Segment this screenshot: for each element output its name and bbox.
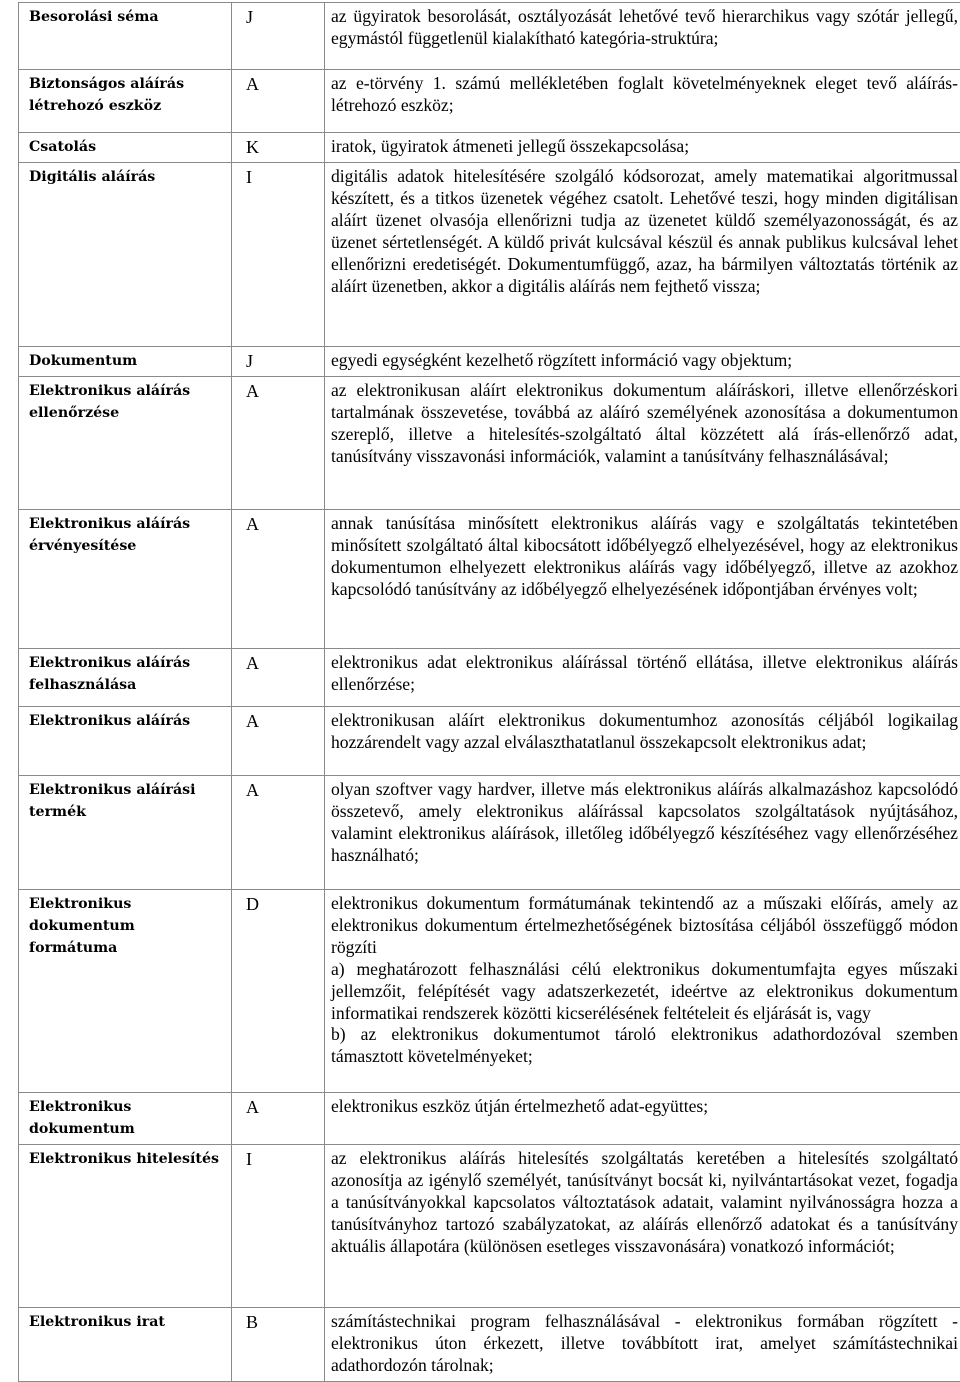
entry-definition: számítástechnikai program felhasználásával - elektronikus formában rögzített - elektronikus úton érkezett, illetve továbbított irat, amelyet számítástechnikai adathordozón tárolnak; bbox=[325, 1308, 960, 1382]
entry-term: Digitális aláírás bbox=[19, 163, 232, 347]
entry-code: A bbox=[232, 70, 325, 133]
entry-code: A bbox=[232, 776, 325, 890]
entry-term: Elektronikus dokumentum formátuma bbox=[19, 890, 232, 1093]
entry-term: Besorolási séma bbox=[19, 3, 232, 70]
entry-code: J bbox=[232, 3, 325, 70]
entry-term: Elektronikus aláírási termék bbox=[19, 776, 232, 890]
entry-term: Elektronikus aláírás ellenőrzése bbox=[19, 377, 232, 510]
entry-term: Elektronikus aláírás érvényesítése bbox=[19, 510, 232, 649]
entry-definition: az e-törvény 1. számú mellékletében foglalt követelményeknek eleget tevő aláírás-létrehozó eszköz; bbox=[325, 70, 960, 133]
entry-row bbox=[19, 1093, 960, 1145]
entry-term: Elektronikus dokumentum bbox=[19, 1093, 232, 1145]
glossary-table bbox=[18, 2, 960, 1382]
glossary-body bbox=[19, 3, 960, 1382]
entry-code: A bbox=[232, 649, 325, 707]
entry-definition: iratok, ügyiratok átmeneti jellegű összekapcsolása; bbox=[325, 133, 960, 163]
entry-row bbox=[19, 776, 960, 890]
entry-term: Elektronikus aláírás felhasználása bbox=[19, 649, 232, 707]
entry-code: B bbox=[232, 1308, 325, 1382]
entry-code: A bbox=[232, 707, 325, 776]
entry-code: A bbox=[232, 1093, 325, 1145]
entry-term: Biztonságos aláírás létrehozó eszköz bbox=[19, 70, 232, 133]
entry-term: Elektronikus aláírás bbox=[19, 707, 232, 776]
entry-row bbox=[19, 1145, 960, 1308]
entry-code: D bbox=[232, 890, 325, 1093]
entry-definition: elektronikus eszköz útján értelmezhető adat-együttes; bbox=[325, 1093, 960, 1145]
entry-row bbox=[19, 649, 960, 707]
entry-definition: elektronikusan aláírt elektronikus dokumentumhoz azonosítás céljából logikailag hozzárendelt vagy azzal elválaszthatatlanul összekapcsolt elektronikus adat; bbox=[325, 707, 960, 776]
entry-definition: elektronikus adat elektronikus aláírással történő ellátása, illetve elektronikus aláírás ellenőrzése; bbox=[325, 649, 960, 707]
entry-definition: annak tanúsítása minősített elektronikus aláírás vagy e szolgáltatás tekintetében minősített szolgáltató által kibocsátott időbélyegző elhelyezésével, hogy az elektronikus dokumentumon elhelyezett elektronikus aláírás vagy időbélyegző, illetve az azokhoz kapcsolódó tanúsítvány az időbélyegző elhelyezésének időpontjában érvényes volt; bbox=[325, 510, 960, 649]
entry-row bbox=[19, 163, 960, 347]
entry-definition: az elektronikus aláírás hitelesítés szolgáltatás keretében a hitelesítés szolgáltató azonosítja az igénylő személyét, tanúsítványt bocsát ki, nyilvántartásokat vezet, fogadja a tanúsítványokkal kapcsolatos változtatások adatait, valamint nyilvánosságra hozza a tanúsítványhoz tartozó szabályzatokat, az aláírás ellenőrző adatokat és a tanúsítvány aktuális állapotára (különösen esetleges visszavonására) vonatkozó információt; bbox=[325, 1145, 960, 1308]
entry-term: Dokumentum bbox=[19, 347, 232, 377]
entry-row bbox=[19, 3, 960, 70]
entry-code: A bbox=[232, 510, 325, 649]
entry-code: I bbox=[232, 163, 325, 347]
entry-term: Elektronikus irat bbox=[19, 1308, 232, 1382]
entry-row bbox=[19, 1308, 960, 1382]
entry-definition: egyedi egységként kezelhető rögzített információ vagy objektum; bbox=[325, 347, 960, 377]
entry-definition: digitális adatok hitelesítésére szolgáló kódsorozat, amely matematikai algoritmussal készített, és a titkos üzenetek végéhez csatolt. Lehetővé teszi, hogy minden digitálisan aláírt üzenet olvasója ellenőrizni tudja az üzenetet küldő személyazonosságát, és az üzenet sértetlenségét. A küldő privát kulcsával készül és annak publikus kulcsával lehet ellenőrizni eredetiségét. Dokumentumfüggő, azaz, ha bármilyen változtatás történik az aláírt üzenetben, akkor a digitális aláírás nem fejthető vissza; bbox=[325, 163, 960, 347]
entry-code: K bbox=[232, 133, 325, 163]
entry-code: J bbox=[232, 347, 325, 377]
entry-definition: olyan szoftver vagy hardver, illetve más elektronikus aláírás alkalmazáshoz kapcsolódó összetevő, amely elektronikus aláírással kapcsolatos szolgáltatások nyújtásához, valamint elektronikus aláírások, illetőleg időbélyegző készítéséhez vagy ellenőrzéséhez használható; bbox=[325, 776, 960, 890]
entry-row bbox=[19, 890, 960, 1093]
entry-row bbox=[19, 377, 960, 510]
entry-definition: az ügyiratok besorolását, osztályozását lehetővé tevő hierarchikus vagy szótár jellegű, egymástól függetlenül kialakítható kategória-struktúra; bbox=[325, 3, 960, 70]
entry-term: Elektronikus hitelesítés bbox=[19, 1145, 232, 1308]
entry-code: A bbox=[232, 377, 325, 510]
entry-row bbox=[19, 133, 960, 163]
entry-row bbox=[19, 707, 960, 776]
entry-term: Csatolás bbox=[19, 133, 232, 163]
entry-row bbox=[19, 347, 960, 377]
entry-row bbox=[19, 70, 960, 133]
entry-code: I bbox=[232, 1145, 325, 1308]
entry-definition: elektronikus dokumentum formátumának tekintendő az a műszaki előírás, amely az elektronikus dokumentum értelmezhetőségének biztosítása céljából összefüggő módon rögzíti a) meghatározott felhasználási célú elektronikus dokumentumfajta egyes műszaki jellemzőit, felépítését vagy adatszerkezetét, ideértve az elektronikus dokumentum informatikai rendszerek közötti kicserélésének feltételeit és eljárását is, vagy b) az elektronikus dokumentumot tároló elektronikus adathordozóval szemben támasztott követelményeket; bbox=[325, 890, 960, 1093]
entry-definition: az elektronikusan aláírt elektronikus dokumentum aláíráskori, illetve ellenőrzéskori tartalmának összevetése, továbbá az aláíró személyének azonosítása a dokumentumon szereplő, illetve a hitelesítés-szolgáltató által közzétett alá írás-ellenőrző adat, tanúsítvány visszavonási információk, valamint a tanúsítvány felhasználásával; bbox=[325, 377, 960, 510]
entry-row bbox=[19, 510, 960, 649]
